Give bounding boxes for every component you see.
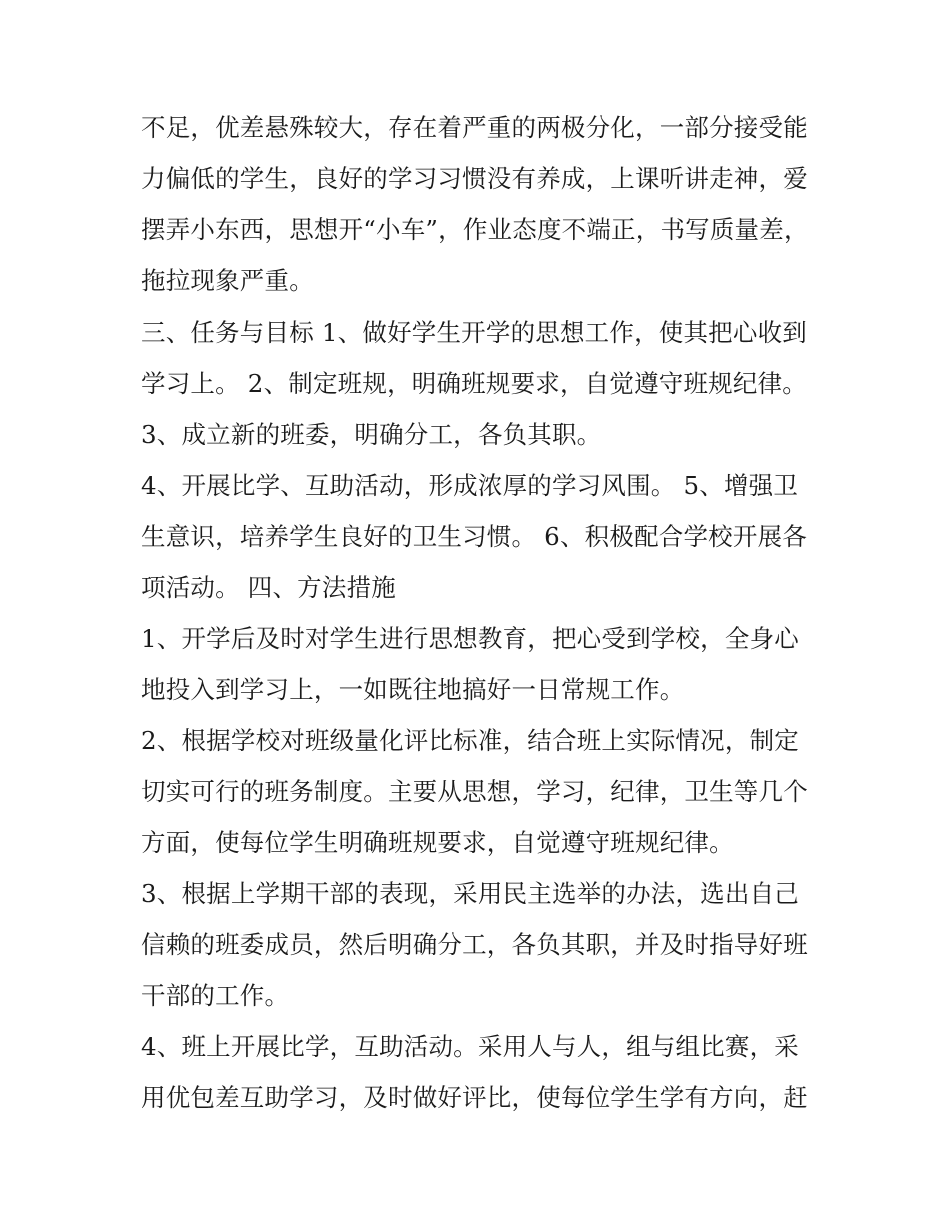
text-line: 学习上。 2、制定班规，明确班规要求，自觉遵守班规纪律。 (141, 369, 807, 398)
text-line: 信赖的班委成员，然后明确分工，各负其职，并及时指导好班 (141, 930, 808, 959)
text-line: 项活动。 四、方法措施 (141, 573, 396, 602)
text-line: 4、开展比学、互助活动，形成浓厚的学习风围。 5、增强卫 (141, 471, 799, 500)
text-line: 地投入到学习上，一如既往地搞好一日常规工作。 (141, 675, 685, 704)
text-line: 方面，使每位学生明确班规要求，自觉遵守班规纪律。 (141, 828, 734, 857)
text-line: 三、任务与目标 1、做好学生开学的思想工作，使其把心收到 (141, 318, 807, 347)
text-line: 1、开学后及时对学生进行思想教育，把心受到学校，全身心 (141, 624, 799, 653)
text-line: 拖拉现象严重。 (141, 266, 314, 295)
text-line: 切实可行的班务制度。主要从思想，学习，纪律，卫生等几个 (141, 777, 808, 806)
text-line: 力偏低的学生，良好的学习习惯没有养成，上课听讲走神，爱 (141, 164, 808, 193)
text-line: 生意识，培养学生良好的卫生习惯。 6、积极配合学校开展各 (141, 522, 807, 551)
text-line: 2、根据学校对班级量化评比标准，结合班上实际情况，制定 (141, 726, 799, 755)
text-line: 3、根据上学期干部的表现，采用民主选举的办法，选出自己 (141, 879, 799, 908)
text-line: 不足，优差悬殊较大，存在着严重的两极分化，一部分接受能 (141, 113, 808, 142)
text-line: 3、成立新的班委，明确分工，各负其职。 (141, 420, 602, 449)
text-line: 干部的工作。 (141, 981, 290, 1010)
text-line: 4、班上开展比学，互助活动。采用人与人，组与组比赛，采 (141, 1032, 799, 1061)
text-line: 用优包差互助学习，及时做好评比，使每位学生学有方向，赶 (141, 1083, 808, 1112)
text-line: 摆弄小东西，思想开“小车”，作业态度不端正，书写质量差， (141, 215, 809, 244)
